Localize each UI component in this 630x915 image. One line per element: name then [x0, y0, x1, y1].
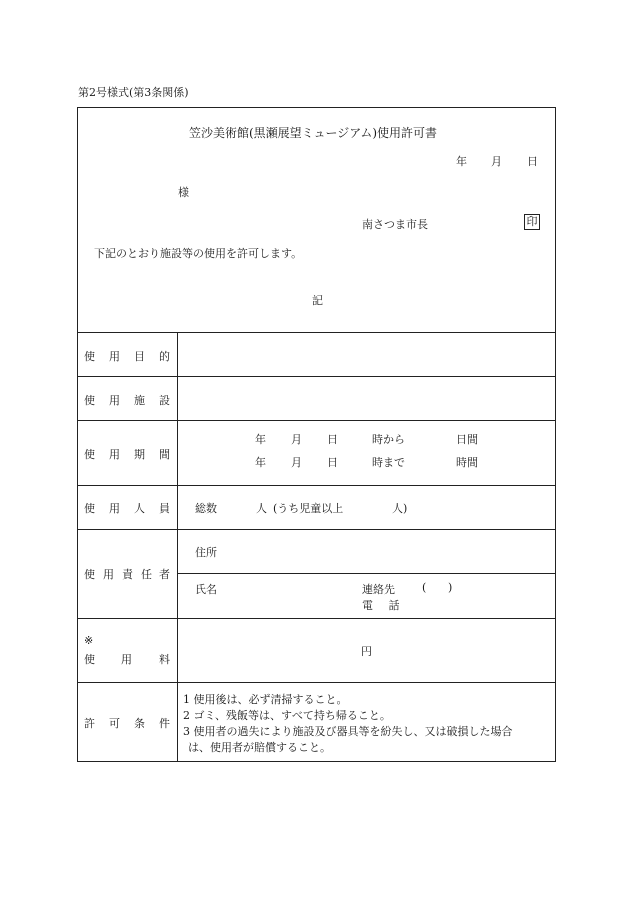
condition-item: 3 使用者の過失により施設及び器具等を紛失し、又は破損した場合 — [183, 725, 513, 738]
row-divider — [77, 618, 556, 619]
manager-inner-divider — [177, 573, 556, 574]
ki-heading: 記 — [312, 294, 323, 307]
row-divider — [77, 682, 556, 683]
manager-address-label: 住所 — [195, 546, 217, 559]
manager-phone-label: 電 話 — [362, 599, 406, 612]
row-divider — [77, 376, 556, 377]
issuer-name: 南さつま市長 — [362, 218, 428, 231]
manager-name-label: 氏名 — [195, 583, 217, 596]
fee-note-mark: ※ — [84, 634, 94, 647]
fee-yen-unit: 円 — [361, 645, 372, 658]
condition-item: 2 ゴミ、残飯等は、すべて持ち帰ること。 — [183, 709, 391, 722]
row-divider — [77, 485, 556, 486]
condition-item-continued: は、使用者が賠償すること。 — [188, 741, 331, 754]
row-divider — [77, 420, 556, 421]
table-top-line — [77, 332, 556, 333]
date-year: 年 — [456, 155, 467, 168]
permission-statement: 下記のとおり施設等の使用を許可します。 — [94, 247, 303, 260]
addressee-suffix: 様 — [178, 186, 189, 199]
document-title: 笠沙美術館(黒瀬展望ミュージアム)使用許可書 — [189, 126, 438, 140]
date-day: 日 — [527, 155, 538, 168]
date-month: 月 — [491, 155, 502, 168]
seal-icon: 印 — [524, 214, 540, 230]
label-column-divider — [177, 332, 178, 762]
form-number: 第2号様式(第3条関係) — [78, 86, 189, 99]
row-divider — [77, 529, 556, 530]
form-frame — [77, 107, 556, 762]
condition-item: 1 使用後は、必ず清掃すること。 — [183, 693, 348, 706]
